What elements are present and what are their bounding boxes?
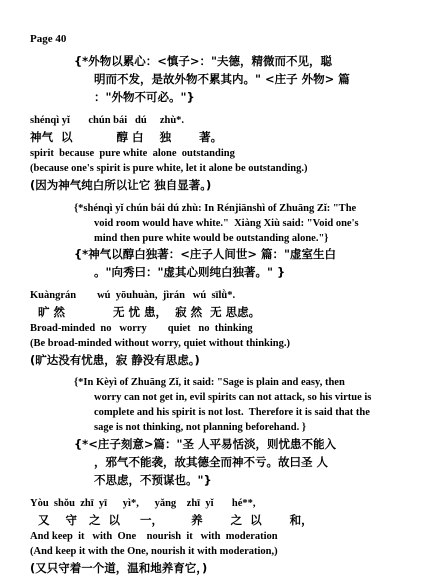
note-chinese-line: 明而不发，是故外物不累其内。" <庄子 外物> 篇 [94,72,350,86]
note-chinese-line: {*<庄子刻意>篇："圣 人平易恬淡，则忧患不能入 [74,437,336,451]
gloss-line: And keep it with One nourish it with moderation [30,531,278,542]
note-english-line: void room would have white." Xiàng Xiù said: "Void one's [94,218,359,229]
note-english-line: {*In Kèyì of Zhuāng Zǐ, it said: "Sage is plain and easy, then [74,377,345,388]
chinese-line: 又 守 之 以 一， 养 之 以 和， [30,513,313,527]
note-chinese-line: {*神气以醇白独著：<庄子人间世> 篇："虚室生白 [74,247,336,261]
note-english-line: sage is not thinking, not planning beforehand. } [94,422,306,433]
note-english-line: {*shénqì yǐ chún bái dú zhù: In Rénjiānshì of Zhuāng Zǐ: "The [74,203,357,214]
chinese-line: 神气 以 醇 白 独 著。 [30,130,223,144]
note-english-line: worry can not get in, evil spirits can not attack, so his virtue is [94,392,372,403]
chinese-translation-line: (因为神气纯白所以让它 独自显著。) [30,178,212,192]
chinese-translation-line: (旷达没有忧患，寂 静没有思虑。) [30,353,200,367]
chinese-translation-line: (又只守着一个道，温和地养育它，) [30,561,208,575]
note-english-line: complete and his spirit is not lost. Therefore it is said that the [94,407,370,418]
page-number: Page 40 [30,33,67,45]
gloss-line: spirit because pure white alone outstanding [30,148,235,159]
pinyin-line: Kuàngrán wú yōuhuàn, jìrán wú sīlǜ*. [30,290,236,301]
pinyin-line: Yòu shǒu zhī yī yì*, yǎng zhī yǐ hé**, [30,498,256,509]
note-chinese-line: 不思虑，不预谋也。"} [94,473,212,487]
note-chinese-line: {*外物以累心：<慎子>："夫德，精微而不见，聪 [74,54,332,68]
note-chinese-line: 。"向秀曰："虚其心则纯白独著。" } [94,265,286,279]
pinyin-line: shénqì yǐ chún bái dú zhù*. [30,115,185,126]
gloss-line: Broad-minded no worry quiet no thinking [30,323,253,334]
translation-line: (Be broad-minded without worry, quiet without thinking.) [30,338,291,349]
note-chinese-line: ，邪气不能袭，故其德全而神不亏。故曰圣 人 [94,455,329,469]
note-english-line: mind then pure white would be outstanding alone."} [94,233,329,244]
chinese-line: 旷 然 无 忧 患， 寂 然 无 思虑。 [30,305,261,319]
note-chinese-line: ："外物不可必。"} [94,90,195,104]
translation-line: (And keep it with the One, nourish it with moderation,) [30,546,278,557]
translation-line: (because one's spirit is pure white, let it alone be outstanding.) [30,163,308,174]
